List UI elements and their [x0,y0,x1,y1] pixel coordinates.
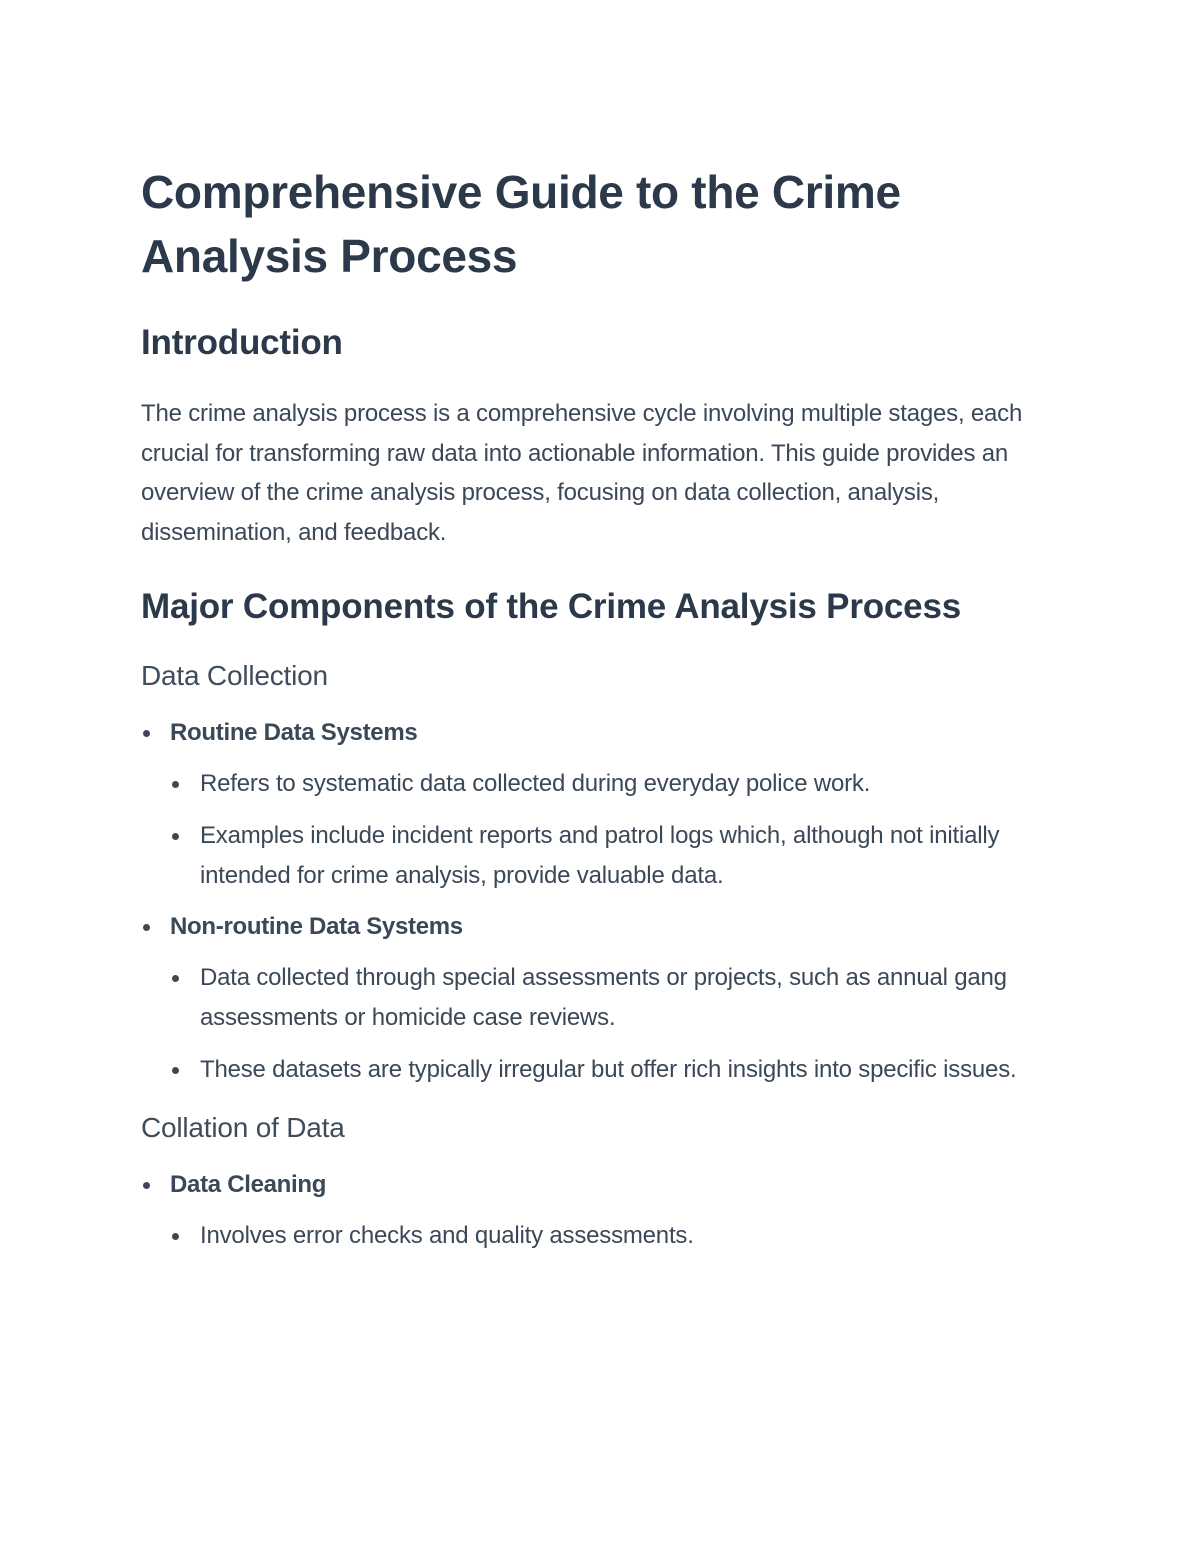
document-title: Comprehensive Guide to the Crime Analysis Process [141,166,901,282]
list-item [170,1050,1061,1090]
data-cleaning-label: Data Cleaning [170,1171,327,1198]
list-item [170,764,1061,804]
data-collection-list [141,716,1061,1090]
data-collection-heading: Data Collection [141,660,328,691]
list-item [170,816,1061,896]
bullet-icon [143,730,150,737]
list-item-text: Data collected through special assessments or projects, such as annual gang assessments or homicide case reviews. [200,964,1007,1031]
bullet-icon [143,924,150,931]
list-item [170,1216,1061,1256]
collation-list [141,1168,1061,1256]
routine-data-systems-label: Routine Data Systems [170,719,418,746]
bullet-icon [172,1233,179,1240]
bullet-icon [172,1067,179,1074]
document-page [141,160,1061,1256]
bullet-icon [172,975,179,982]
bullet-icon [172,833,179,840]
list-item-text: Examples include incident reports and patrol logs which, although not initially intended for crime analysis, provide valuable data. [200,822,1000,889]
routine-data-systems-sublist [170,764,1061,896]
list-item [170,958,1061,1038]
list-item-text: Involves error checks and quality assessments. [200,1222,694,1249]
list-item [141,1168,1061,1256]
non-routine-data-systems-sublist [170,958,1061,1090]
major-components-heading: Major Components of the Crime Analysis Process [141,587,961,626]
list-item-text: Refers to systematic data collected during everyday police work. [200,770,871,797]
introduction-paragraph: The crime analysis process is a comprehensive cycle involving multiple stages, each crucial for transforming raw data into actionable information. This guide provides an overview of the crime analysis process, focusing on data collection, analysis, dissemination, and feedback. [141,400,1023,546]
non-routine-data-systems-label: Non-routine Data Systems [170,913,463,940]
data-cleaning-sublist [170,1216,1061,1256]
introduction-heading: Introduction [141,323,343,362]
list-item [141,910,1061,1090]
collation-heading: Collation of Data [141,1112,345,1143]
bullet-icon [172,781,179,788]
list-item-text: These datasets are typically irregular but offer rich insights into specific issues. [200,1056,1017,1083]
list-item [141,716,1061,896]
bullet-icon [143,1182,150,1189]
